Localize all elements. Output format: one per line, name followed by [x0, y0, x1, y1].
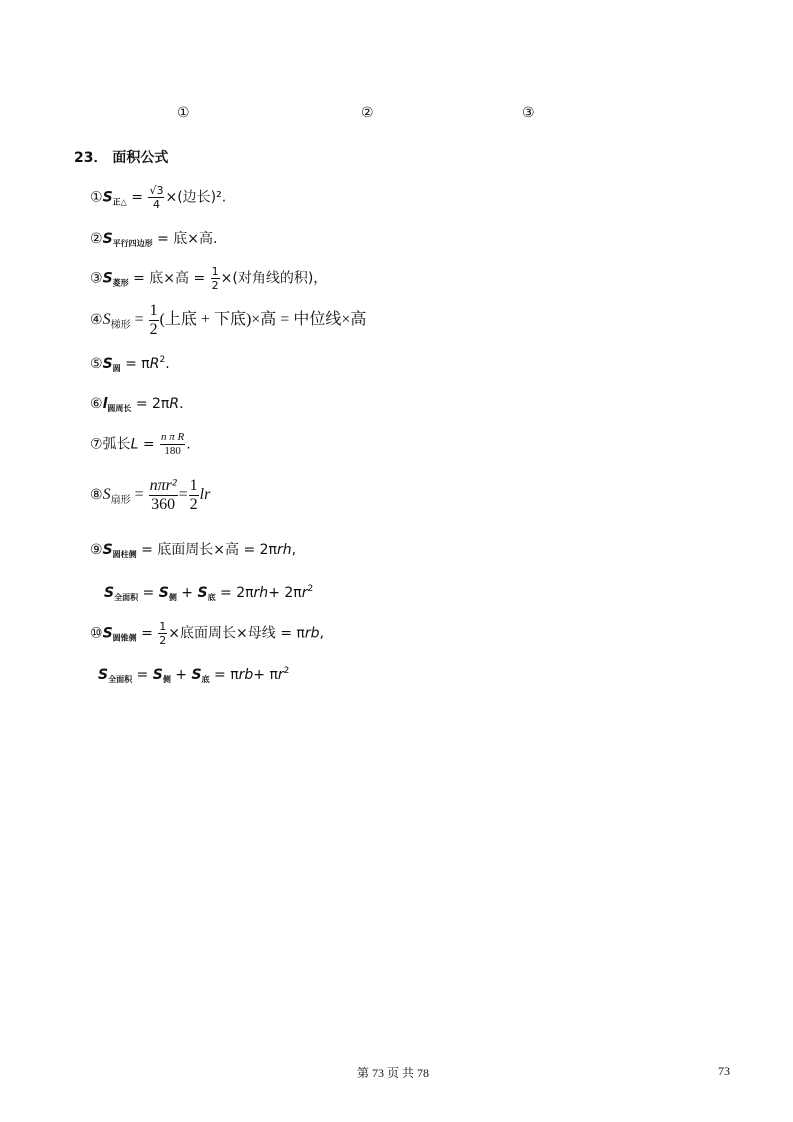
- formula-end: ,: [319, 625, 324, 642]
- fraction: [158, 621, 167, 646]
- area-symbol: S: [102, 231, 113, 247]
- section-number: 23．: [74, 150, 108, 166]
- denominator: 4: [152, 198, 160, 211]
- equals: =: [131, 189, 143, 206]
- formula-end: .: [165, 356, 170, 372]
- formula-rest: (上底 + 下底)×高 = 中位线×高: [159, 311, 367, 329]
- length-symbol: l: [102, 396, 108, 412]
- superscript: 2: [283, 666, 290, 676]
- formula-cylinder-lateral: [90, 543, 296, 559]
- equals: =: [141, 625, 153, 642]
- subscript: 圆柱侧: [112, 550, 137, 559]
- area-symbol: S: [197, 585, 208, 601]
- formula-end: ,: [291, 542, 297, 558]
- formula-end: .: [186, 436, 191, 453]
- equals-2: =: [178, 486, 188, 504]
- area-symbol: S: [102, 542, 113, 558]
- formula-arc-length: [90, 432, 191, 457]
- area-symbol: S: [158, 585, 169, 601]
- equals: =: [134, 311, 144, 329]
- formula-rest: ×(边长)².: [165, 189, 227, 206]
- denominator: 2: [159, 634, 167, 647]
- formula-eq: = 2π: [220, 585, 254, 601]
- formula-cylinder-total: [104, 585, 313, 602]
- formula-mid: = 底×高 =: [133, 270, 206, 287]
- subscript: 侧: [162, 675, 171, 684]
- formula-rhombus: [90, 266, 327, 291]
- formula-marker: ①: [90, 189, 103, 206]
- numerator: √3: [149, 184, 164, 197]
- denominator: 360: [151, 496, 176, 513]
- numerator: 1: [159, 620, 167, 633]
- formula-end: .: [179, 396, 184, 412]
- subscript: 圆: [112, 364, 121, 373]
- denominator: 180: [164, 445, 181, 457]
- fraction: [160, 432, 185, 457]
- radius-symbol: R: [149, 356, 160, 372]
- page-number: 73: [718, 1064, 730, 1078]
- formula-sector: [90, 478, 210, 513]
- marker-2: ②: [361, 105, 374, 121]
- formula-marker: ⑤: [90, 356, 103, 372]
- r-term: r: [301, 585, 308, 601]
- subscript: 菱形: [112, 278, 129, 288]
- superscript: 2: [307, 584, 314, 594]
- equals: =: [134, 486, 144, 504]
- rh-term: rh: [253, 585, 269, 601]
- formula-marker: ⑦: [90, 436, 103, 453]
- formula-marker: ⑩: [90, 625, 103, 642]
- fraction-2: [189, 478, 199, 513]
- numerator: n π R: [161, 431, 185, 443]
- marker-3: ③: [522, 105, 535, 121]
- formula-marker: ③: [90, 270, 103, 287]
- area-symbol: S: [104, 585, 115, 601]
- formula-label: 弧长: [102, 436, 131, 453]
- area-symbol: S: [102, 625, 113, 642]
- subscript: 底: [207, 593, 216, 602]
- arc-symbol: L: [130, 436, 139, 453]
- subscript: 底: [201, 675, 210, 684]
- equals: =: [142, 436, 155, 453]
- numerator: 1: [211, 265, 219, 278]
- fraction: [149, 303, 159, 338]
- fraction: [211, 266, 220, 291]
- formula-mid: ×底面周长×母线 = π: [168, 625, 305, 642]
- subscript: 全面积: [114, 593, 139, 602]
- section-title: 面积公式: [112, 150, 169, 166]
- formula-circle-area: [90, 356, 170, 373]
- formula-eq: = π: [214, 667, 239, 683]
- formula-rest: = 底×高.: [157, 231, 218, 247]
- fraction: [148, 185, 164, 210]
- area-symbol: S: [152, 667, 163, 683]
- subscript: 扇形: [110, 495, 131, 507]
- area-symbol: S: [102, 311, 111, 329]
- area-symbol: S: [102, 189, 113, 206]
- denominator: 2: [189, 496, 198, 513]
- numerator: nπr²: [149, 477, 177, 494]
- fraction: [149, 478, 178, 513]
- formula-marker: ②: [90, 231, 103, 247]
- subscript: 梯形: [110, 320, 131, 332]
- formula-eq: = 2π: [135, 396, 170, 412]
- page-footer-center: 第 73 页 共 78: [357, 1066, 430, 1080]
- plus: +: [181, 585, 194, 601]
- formula-mid: = 底面周长×高 = 2π: [141, 542, 277, 558]
- formula-circumference: [90, 397, 184, 413]
- subscript: 全面积: [108, 675, 133, 684]
- area-symbol: S: [98, 667, 109, 683]
- formula-marker: ⑧: [90, 488, 103, 504]
- denominator: 2: [149, 321, 158, 338]
- formula-eq: = π: [125, 356, 150, 372]
- formula-marker: ④: [90, 313, 103, 329]
- equals: =: [142, 585, 155, 601]
- subscript: 平行四边形: [112, 239, 153, 248]
- denominator: 2: [211, 279, 219, 292]
- marker-1: ①: [177, 105, 190, 121]
- area-symbol: S: [191, 667, 202, 683]
- plus-2: + 2π: [268, 585, 302, 601]
- formula-equilateral-triangle: [90, 185, 226, 210]
- r-term: r: [277, 667, 284, 683]
- radius-symbol: R: [169, 396, 180, 412]
- formula-cone-total: [98, 667, 289, 684]
- numerator: 1: [149, 302, 158, 319]
- area-symbol: S: [102, 356, 113, 372]
- area-symbol: S: [102, 270, 113, 287]
- formula-cone-lateral: [90, 621, 324, 646]
- formula-marker: ⑥: [90, 396, 103, 412]
- plus-2: + π: [253, 667, 278, 683]
- equals: =: [136, 667, 149, 683]
- formula-rest: ×(对角线的积)，: [220, 270, 328, 287]
- subscript: 圆周长: [107, 404, 132, 413]
- rh-term: rh: [277, 542, 292, 558]
- lr-term: lr: [199, 486, 211, 504]
- formula-marker: ⑨: [90, 542, 103, 558]
- numerator: 1: [189, 477, 198, 494]
- subscript: 圆锥侧: [112, 633, 137, 643]
- superscript: 2: [159, 355, 166, 365]
- area-symbol: S: [102, 486, 111, 504]
- plus: +: [175, 667, 188, 683]
- rb-term: rb: [238, 667, 254, 683]
- rb-term: rb: [304, 625, 320, 642]
- formula-trapezoid: [90, 303, 366, 338]
- subscript: 侧: [168, 593, 177, 602]
- section-heading: [74, 147, 168, 167]
- formula-parallelogram: [90, 232, 217, 248]
- subscript: 正△: [112, 197, 127, 207]
